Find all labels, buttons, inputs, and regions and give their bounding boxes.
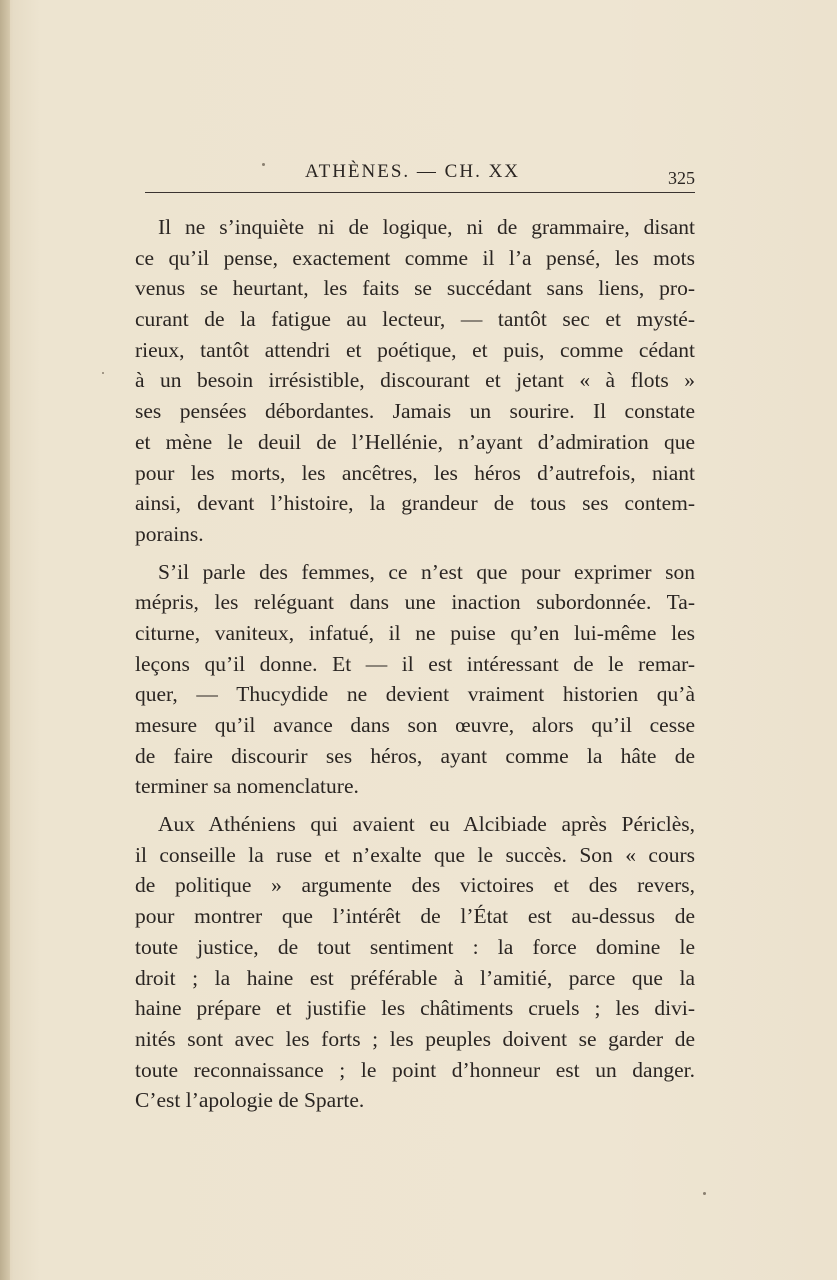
- text-line: mesure qu’il avance dans son œuvre, alors qu’il cesse: [135, 713, 695, 737]
- text-line: toute justice, de tout sentiment : la force domine le: [135, 934, 695, 959]
- body-text: [135, 212, 695, 1116]
- text-line: curant de la fatigue au lecteur, — tantôt sec et mysté-: [135, 307, 695, 332]
- text-line: venus se heurtant, les faits se succédant sans liens, pro-: [135, 276, 695, 301]
- paragraph-3: [135, 809, 695, 1116]
- paper-speck: [262, 163, 265, 166]
- text-line: pour les morts, les ancêtres, les héros d’autrefois, niant: [135, 460, 695, 485]
- text-line: Il ne s’inquiète ni de logique, ni de grammaire, disant: [158, 215, 695, 239]
- text-line: citurne, vaniteux, infatué, il ne puise qu’en lui-même les: [135, 620, 695, 645]
- text-line: Aux Athéniens qui avaient eu Alcibiade après Périclès,: [158, 812, 695, 837]
- paper-speck: [102, 372, 104, 374]
- binding-edge: [0, 0, 10, 1280]
- text-line: à un besoin irrésistible, discourant et jetant « à flots »: [135, 368, 695, 393]
- text-line: mépris, les reléguant dans une inaction subordonnée. Ta-: [135, 590, 695, 615]
- text-line: porains.: [135, 521, 204, 546]
- text-line: droit ; la haine est préférable à l’amitié, parce que la: [135, 965, 695, 990]
- text-line: ses pensées débordantes. Jamais un sourire. Il constate: [135, 399, 695, 424]
- text-line: ainsi, devant l’histoire, la grandeur de tous ses contem-: [135, 491, 695, 516]
- page-number: 325: [668, 168, 695, 188]
- running-title: ATHÈNES. — CH. XX: [304, 161, 521, 182]
- paper-speck: [703, 1192, 706, 1195]
- text-line: terminer sa nomenclature.: [135, 774, 359, 799]
- text-line: leçons qu’il donne. Et — il est intéressant de le remar-: [135, 651, 695, 676]
- text-line: haine prépare et justifie les châtiments cruels ; les divi-: [135, 996, 695, 1021]
- running-head: [145, 160, 695, 200]
- text-line: ce qu’il pense, exactement comme il l’a pensé, les mots: [135, 245, 695, 270]
- text-line: de politique » argumente des victoires et des revers,: [135, 873, 695, 898]
- text-line: S’il parle des femmes, ce n’est que pour exprimer son: [158, 559, 695, 584]
- text-line: C’est l’apologie de Sparte.: [135, 1088, 365, 1113]
- text-line: nités sont avec les forts ; les peuples doivent se garder de: [135, 1026, 695, 1051]
- text-line: il conseille la ruse et n’exalte que le succès. Son « cours: [135, 842, 695, 867]
- text-line: et mène le deuil de l’Hellénie, n’ayant d’admiration que: [135, 429, 695, 454]
- text-line: toute reconnaissance ; le point d’honneur est un danger.: [135, 1057, 695, 1082]
- text-line: rieux, tantôt attendri et poétique, et puis, comme cédant: [135, 337, 695, 362]
- text-line: pour montrer que l’intérêt de l’État est au-dessus de: [135, 904, 695, 929]
- text-line: quer, — Thucydide ne devient vraiment historien qu’à: [135, 682, 695, 707]
- header-rule: [145, 192, 695, 193]
- text-line: de faire discourir ses héros, ayant comme la hâte de: [135, 743, 695, 768]
- paragraph-2: [135, 557, 695, 803]
- paragraph-1: [135, 212, 695, 550]
